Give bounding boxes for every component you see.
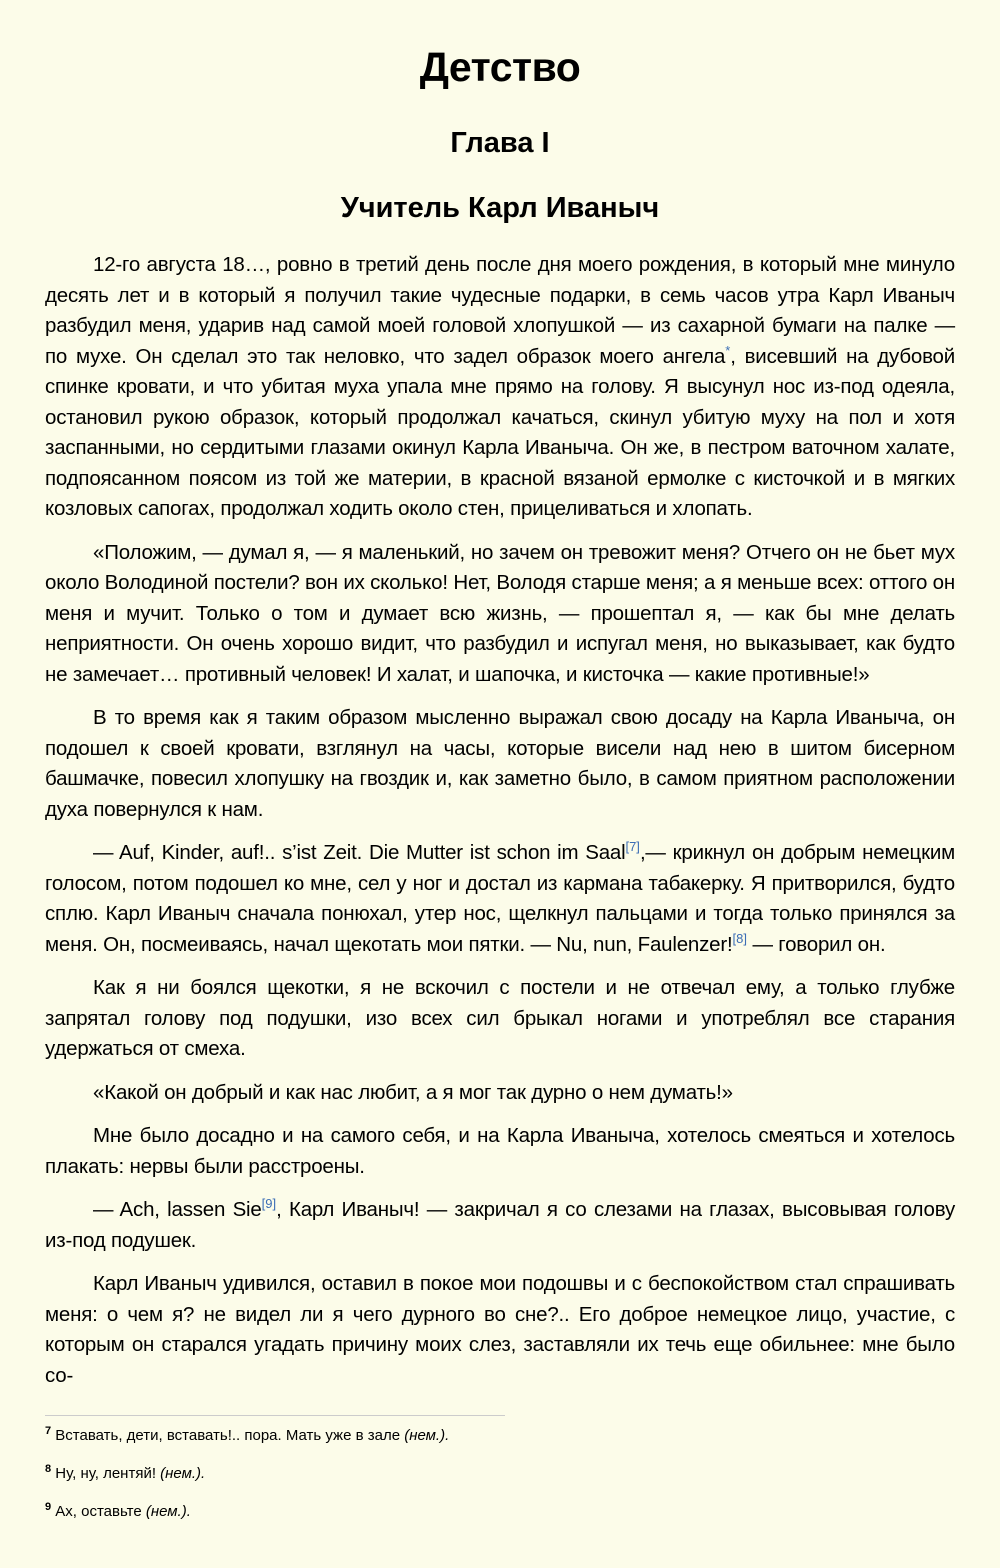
footnote-link-9[interactable]: [9] bbox=[261, 1196, 277, 1212]
footnote-link-7[interactable]: [7] bbox=[625, 839, 640, 855]
footnote-number: 8 bbox=[45, 1463, 52, 1475]
footnote: $^8$ Ну, ну, лентяй! (нем.). bbox=[45, 1463, 206, 1482]
chapter-title: Глава I bbox=[450, 127, 550, 159]
paragraph: — Ach, lassen Sie[9], Карл Иваныч! — закричал я со слезами на глазах, высовывая голову из-под подушек. bbox=[45, 1196, 955, 1252]
paragraph: «Какой он добрый и как нас любит, а я мог так дурно о нем думать!» bbox=[93, 1080, 733, 1104]
paragraph: В то время как я таким образом мысленно выражал свою досаду на Карла Иваныча, он подошел к своей кровати, взглянул на часы, которые висели над нею в шитом бисерном башмачке, повесил хлопушку на гвоздик и, как заметно было, в самом приятном расположении духа повернулся к нам. bbox=[45, 706, 955, 821]
paragraph: — Auf, Kinder, auf!.. s’ist Zeit. Die Mutter ist schon im Saal[7],— крикнул он добрым немецким голосом, потом подошел ко мне, сел у ног и достал из кармана табакерку. Я притворился, будто сплю. Карл Иваныч сначала понюхал, утер нос, щелкнул пальцами и тогда только принялся за меня. Он, посмеиваясь, начал щекотать мои пятки. — Nu, nun, Faulenzer![8] — говорил он. bbox=[45, 839, 955, 956]
language-note: (нем.). bbox=[145, 1503, 191, 1520]
book-title: Детство bbox=[419, 44, 581, 90]
footnote-link-8[interactable]: [8] bbox=[732, 930, 747, 946]
footnote: $^9$ Ах, оставьте (нем.). bbox=[45, 1501, 191, 1520]
footnote-number: 9 bbox=[45, 1501, 52, 1513]
language-note: (нем.). bbox=[160, 1465, 206, 1482]
paragraph: «Положим, — думал я, — я маленький, но зачем он тревожит меня? Отчего он не бьет мух около Володиной постели? вон их сколько! Нет, Володя старше меня; а я меньше всех: оттого он меня и мучит. Только о том и думает всю жизнь, — прошептал я, — как бы мне делать неприятности. Он очень хорошо видит, что разбудил и испугал меня, но выказывает, как будто не замечает… противный человек! И халат, и шапочка, и кисточка — какие противные!» bbox=[45, 540, 955, 686]
footnotes-section bbox=[45, 1415, 955, 1521]
asterisk-note-link[interactable]: * bbox=[725, 342, 731, 358]
footnote: $^7$ Вставать, дети, вставать!.. пора. Мать уже в зале (нем.). bbox=[45, 1425, 450, 1444]
paragraph: Как я ни боялся щекотки, я не вскочил с постели и не отвечал ему, а только глубже запрятал голову под подушки, изо всех сил брыкал ногами и употреблял все старания удержаться от смеха. bbox=[45, 976, 955, 1060]
footnote-separator bbox=[45, 1415, 505, 1416]
section-title: Учитель Карл Иваныч bbox=[340, 192, 660, 224]
text-body bbox=[45, 250, 955, 1391]
paragraph: Карл Иваныч удивился, оставил в покое мои подошвы и с беспокойством стал спрашивать меня: о чем я? не видел ли я чего дурного во сне?.. Его доброе немецкое лицо, участие, с которым он старался угадать причину моих слез, заставляли их течь еще обильнее: мне было со- bbox=[45, 1272, 955, 1387]
footnotes-list bbox=[45, 1426, 955, 1521]
paragraph: Мне было досадно и на самого себя, и на Карла Иваныча, хотелось смеяться и хотелось плакать: нервы были расстроены. bbox=[45, 1124, 955, 1178]
paragraph: 12-го августа 18…, ровно в третий день после дня моего рождения, в который мне минуло десять лет и в который я получил такие чудесные подарки, в семь часов утра Карл Иваныч разбудил меня, ударив над самой моей головой хлопушкой — из сахарной бумаги на палке — по мухе. Он сделал это так неловко, что задел образок моего ангела*, висевший на дубовой спинке кровати, и что убитая муха упала мне прямо на голову. Я высунул нос из-под одеяла, остановил рукою образок, который продолжал качаться, скинул убитую муху на пол и хотя заспанными, но сердитыми глазами окинул Карла Иваныча. Он же, в пестром ваточном халате, подпоясанном поясом из той же материи, в красной вязаной ермолке с кисточкой и в мягких козловых сапогах, продолжал ходить около стен, прицеливаться и хлопать. bbox=[45, 253, 955, 520]
language-note: (нем.). bbox=[404, 1427, 450, 1444]
footnote-number: 7 bbox=[45, 1425, 52, 1437]
